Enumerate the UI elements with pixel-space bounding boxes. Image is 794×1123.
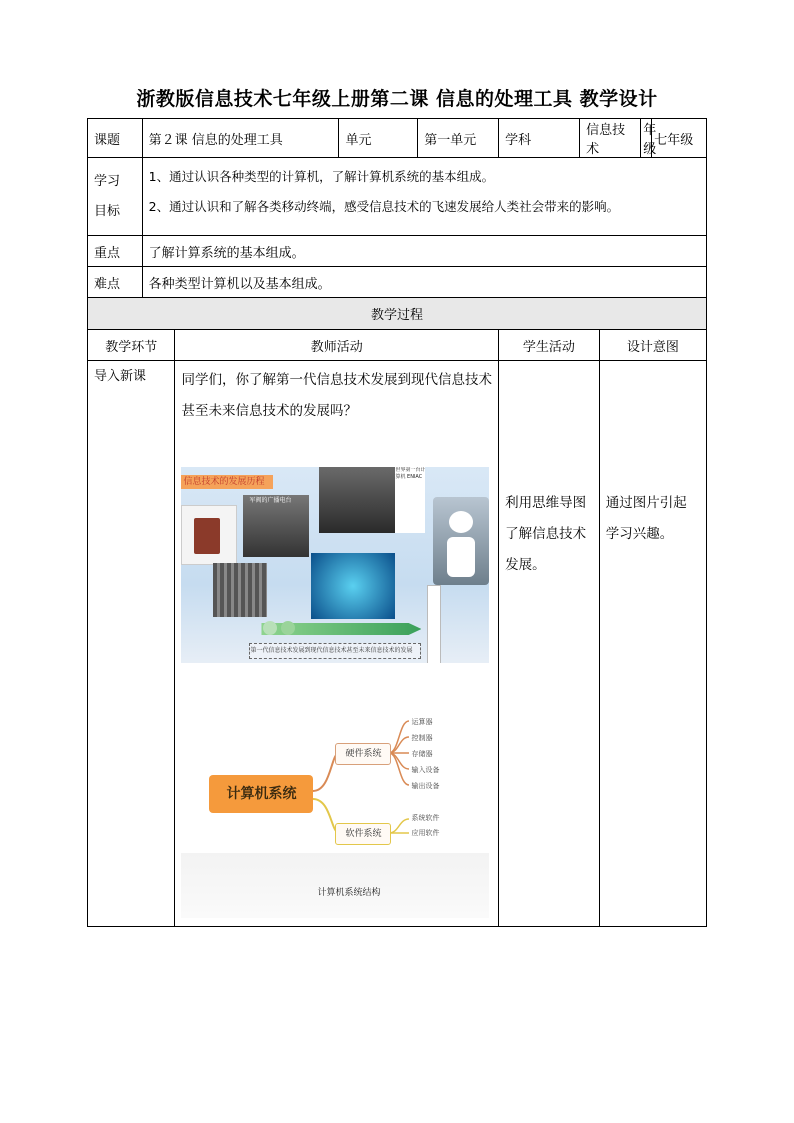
eniac-label: 世界第一台计算机 ENIAC: [395, 467, 425, 533]
table-row: [88, 330, 707, 361]
teacher-text: 同学们，你了解第一代信息技术发展到现代信息技术甚至未来信息技术的发展吗？: [181, 372, 492, 419]
col-header-teacher: 教师活动: [175, 330, 499, 361]
xueke-value: 信息技术: [580, 119, 641, 158]
mindmap-sw-items: 系统软件 应用软件: [411, 814, 440, 837]
col-header-student: 学生活动: [499, 330, 600, 361]
mindmap-hw-items: 运算器 控制器 存储器 输入设备 输出设备: [411, 718, 440, 790]
goals-label-1: 学习: [94, 173, 121, 189]
eniac-photo: [319, 467, 395, 533]
robot-image: [433, 497, 489, 585]
goal-item: 1、通过认识各种类型的计算机，了解计算机系统的基本组成。: [148, 169, 495, 184]
mindmap-hardware: 硬件系统: [335, 743, 391, 765]
computer-system-mindmap: [181, 703, 489, 918]
table-row: [88, 361, 707, 927]
page-title: 浙教版信息技术七年级上册第二课 信息的处理工具 教学设计: [136, 88, 658, 110]
nianji-value: 七年级: [652, 119, 707, 158]
keti-value: 第２课 信息的处理工具: [142, 119, 339, 158]
keti-label: 课题: [88, 119, 143, 158]
goals-content: [142, 158, 706, 236]
table-row: [88, 158, 707, 236]
key-point-label: 重点: [88, 236, 143, 267]
scroll-image: [181, 505, 237, 565]
table-row: [88, 267, 707, 298]
process-heading: 教学过程: [88, 298, 707, 330]
lesson-plan-table: [87, 118, 707, 927]
figure1-header: 信息技术的发展历程: [181, 475, 273, 489]
radio-photo: 军阀的广播电台: [243, 495, 309, 557]
table-row: [88, 298, 707, 330]
type-blocks-image: [213, 563, 267, 617]
mindmap-software: 软件系统: [335, 823, 391, 845]
teacher-cell: [175, 361, 499, 927]
col-header-intent: 设计意图: [599, 330, 706, 361]
difficulty-text: 各种类型计算机以及基本组成。: [142, 267, 706, 298]
table-row: [88, 236, 707, 267]
toolbar-strip: [427, 585, 441, 663]
danyuan-label: 单元: [339, 119, 418, 158]
difficulty-label: 难点: [88, 267, 143, 298]
table-row: [88, 119, 707, 158]
student-cell: 利用思维导图了解信息技术发展。: [499, 361, 600, 927]
danyuan-value: 第一单元: [418, 119, 499, 158]
stage-cell: 导入新课: [88, 361, 175, 927]
mindmap-root: 计算机系统: [209, 775, 313, 813]
nianji-label: 年级: [641, 119, 652, 158]
info-tech-history-image: [181, 467, 489, 663]
key-point-text: 了解计算系统的基本组成。: [142, 236, 706, 267]
goal-item: 2、通过认识和了解各类移动终端，感受信息技术的飞速发展给人类社会带来的影响。: [148, 199, 620, 214]
figure1-caption: 第一代信息技术发展到现代信息技术甚至未来信息技术的发展: [249, 643, 421, 659]
network-image: [311, 553, 395, 619]
col-header-stage: 教学环节: [88, 330, 175, 361]
goals-label: [88, 158, 143, 236]
figure2-caption: 计算机系统结构: [317, 888, 381, 898]
goals-label-2: 目标: [94, 203, 121, 219]
xueke-label: 学科: [499, 119, 580, 158]
intent-cell: 通过图片引起学习兴趣。: [599, 361, 706, 927]
